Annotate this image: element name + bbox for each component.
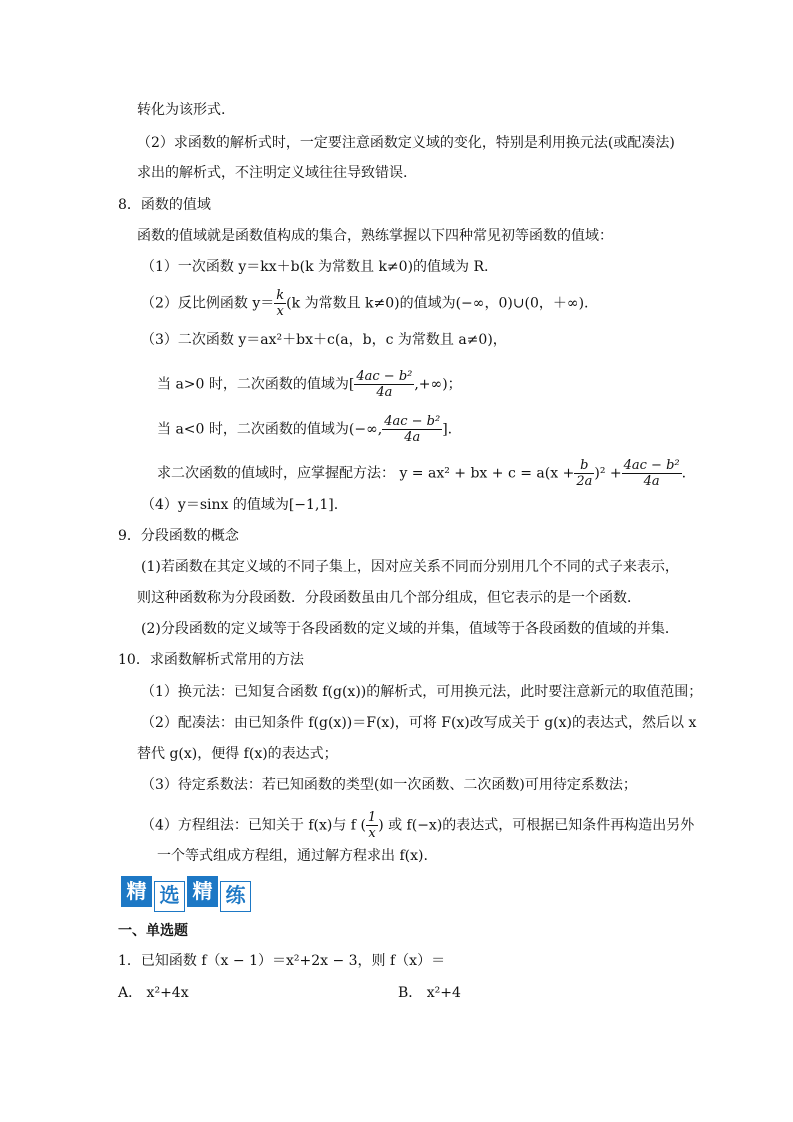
text-line: （3）二次函数 y＝ax²＋bx＋c(a，b，c 为常数且 a≠0)， <box>141 332 507 348</box>
fraction: $\frac{\text{4ac − b²}}{4a}$ <box>623 458 680 489</box>
formula-line: 求二次函数的值域时，应掌握配方法： y = ax² + bx + c = a(x + $\frac{b}{2a}$ )² + $\frac{\text{4ac − b²}}{4a}$ . <box>157 458 687 489</box>
text-line: 则这种函数称为分段函数．分段函数虽由几个部分组成，但它表示的是一个函数． <box>137 590 641 606</box>
fraction: $\frac{k}{x}$ <box>276 288 285 319</box>
option-a: A． x²+4x <box>118 985 189 1001</box>
formula-line: （4）方程组法：已知关于 f(x)与 f ( $\frac{1}{x}$ ) 或 f(−x)的表达式，可根据已知条件再构造出另外 <box>141 810 695 841</box>
formula-line: （2）反比例函数 y＝ $\frac{k}{x}$ (k 为常数且 k≠0)的值域为(−∞，0)∪(0，＋∞). <box>141 288 589 319</box>
text-line: 求出的解析式，不注明定义域往往导致错误. <box>137 165 408 181</box>
text-line: (1)若函数在其定义域的不同子集上，因对应关系不同而分别用几个不同的式子来表示， <box>141 559 679 575</box>
question-1: 1．已知函数 f（x − 1）＝x²+2x − 3，则 f（x）＝ <box>118 953 446 969</box>
text-line: （1）换元法：已知复合函数 f(g(x))的解析式，可用换元法，此时要注意新元的取值范围； <box>141 684 703 700</box>
section-title: 一、单选题 <box>118 923 188 939</box>
section-heading-10: 10．求函数解析式常用的方法 <box>118 652 304 668</box>
banner-char: 精 <box>187 876 218 907</box>
text-line: 转化为该形式. <box>137 102 226 118</box>
formula-line: 当 a<0 时，二次函数的值域为(−∞, $\frac{\text{4ac − b²}}{4a}$ ]. <box>157 414 453 445</box>
text-line: （1）一次函数 y＝kx＋b(k 为常数且 k≠0)的值域为 R. <box>141 259 489 275</box>
banner-char: 精 <box>121 876 152 907</box>
option-b: B． x²+4 <box>398 985 461 1001</box>
text-line: 替代 g(x)，便得 f(x)的表达式； <box>137 746 338 762</box>
section-heading-8: 8．函数的值域 <box>118 197 211 213</box>
text-line: 函数的值域就是函数值构成的集合，熟练掌握以下四种常见初等函数的值域： <box>137 228 613 244</box>
section-heading-9: 9．分段函数的概念 <box>118 528 239 544</box>
fraction: $\frac{\text{4ac − b²}}{4a}$ <box>384 414 441 445</box>
banner-char: 练 <box>220 881 251 912</box>
text-line: （3）待定系数法：若已知函数的类型(如一次函数、二次函数)可用待定系数法； <box>141 777 637 793</box>
text-line: （4）y＝sinx 的值域为[−1,1]. <box>141 497 339 513</box>
formula-line: 当 a>0 时，二次函数的值域为[ $\frac{\text{4ac − b²}}{4a}$ ,+∞)； <box>157 369 462 400</box>
text-line: （2）求函数的解析式时，一定要注意函数定义域的变化，特别是利用换元法(或配凑法) <box>137 135 675 151</box>
fraction: $\frac{1}{x}$ <box>367 810 377 841</box>
text-line: 一个等式组成方程组，通过解方程求出 f(x). <box>157 848 428 864</box>
fraction: $\frac{b}{2a}$ <box>576 458 593 489</box>
text-line: （2）配凑法：由已知条件 f(g(x))＝F(x)，可将 F(x)改写成关于 g(x)的表达式，然后以 x <box>141 715 697 731</box>
fraction: $\frac{\text{4ac − b²}}{4a}$ <box>356 369 413 400</box>
banner-char: 选 <box>154 881 185 912</box>
text-line: (2)分段函数的定义域等于各段函数的定义域的并集，值域等于各段函数的值域的并集． <box>141 621 679 637</box>
